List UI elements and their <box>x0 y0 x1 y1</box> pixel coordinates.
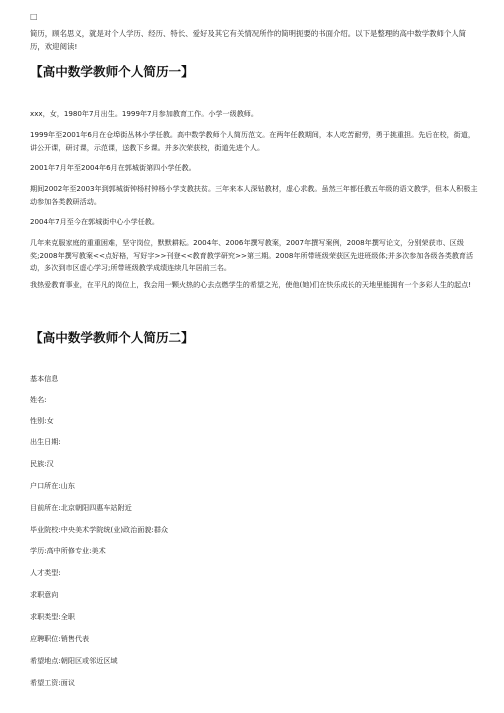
section-1-paragraph: 1999年至2001年6月在仓埠街丛林小学任教。高中数学教师个人简历范文。在两年任教期间，本人吃苦耐劳，勇于挑重担。先后在校，街道，讲公开课，研讨课，示范课，送教下乡课。并多次荣获校，街道先进个人。 <box>30 130 475 152</box>
section-1-paragraph: 几年来克服家庭的重重困难，坚守岗位，默默耕耘。2004年、2006年撰写教案，2007年撰写案例，2008年撰写论文，分别荣获市、区级奖;2008年撰写教案<<点好格，写好字>>刊登<<教育教学研究>>第三期。2008年所带班级荣获区先进班级体;并多次参加各级各类教育活动，多次到市区虚心学习;所带班级教学成绩连续几年居前三名。 <box>30 238 474 273</box>
section-1-paragraph: xxx，女，1980年7月出生。1999年7月参加教育工作。小学一级教师。 <box>30 109 258 118</box>
field-education: 学历:高中所修专业:美术 <box>30 546 106 555</box>
section-1-paragraph: 期间2002年至2003年到郭城街钟杨村钟杨小学支教扶贫。三年来本人深钻教材，虚心求教。虽然三年都任教五年级的语文教学，但本人积极主动参加各类教研活动。 <box>30 184 478 206</box>
field-talent-type: 人才类型: <box>30 568 61 577</box>
section-1-paragraph: 2004年7月至今在郭城街中心小学任教。 <box>30 217 159 226</box>
field-position: 应聘职位:销售代表 <box>30 634 90 643</box>
field-name: 姓名: <box>30 395 47 404</box>
intro-paragraph: 简历，顾名思义，就是对个人学历、经历、特长、爱好及其它有关情况所作的简明扼要的书面介绍。以下是整理的高中数学教师个人简历，欢迎阅读! <box>30 29 467 51</box>
field-preferred-location: 希望地点:朝阳区或邻近区域 <box>30 656 118 665</box>
section-1-paragraph: 2001年7月年至2004年6月在郭城街第四小学任教。 <box>30 163 196 172</box>
field-job-intention: 求职意向 <box>30 590 59 599</box>
field-current-location: 目前所在:北京朝阳四惠车站附近 <box>30 503 132 512</box>
page-marker: □ <box>30 12 38 21</box>
field-school: 毕业院校:中央美术学院统(业)政治面貌:群众 <box>30 525 169 534</box>
field-basic-info: 基本信息 <box>30 374 59 383</box>
section-1-paragraph: 我热爱教育事业，在平凡的岗位上，我会用一颗火热的心去点燃学生的希望之光，使他(她)们在快乐成长的天地里能拥有一个多彩人生的起点! <box>30 280 472 289</box>
field-expected-salary: 希望工资:面议 <box>30 678 75 687</box>
field-job-type: 求职类型:全职 <box>30 612 75 621</box>
field-ethnicity: 民族:汉 <box>30 459 54 468</box>
section-1-title: 【高中数学教师个人简历一】 <box>30 64 194 79</box>
field-birth-date: 出生日期: <box>30 437 61 446</box>
field-household-registration: 户口所在:山东 <box>30 481 75 490</box>
field-gender: 性别:女 <box>30 416 54 425</box>
section-2-title: 【高中数学教师个人简历二】 <box>30 330 194 345</box>
